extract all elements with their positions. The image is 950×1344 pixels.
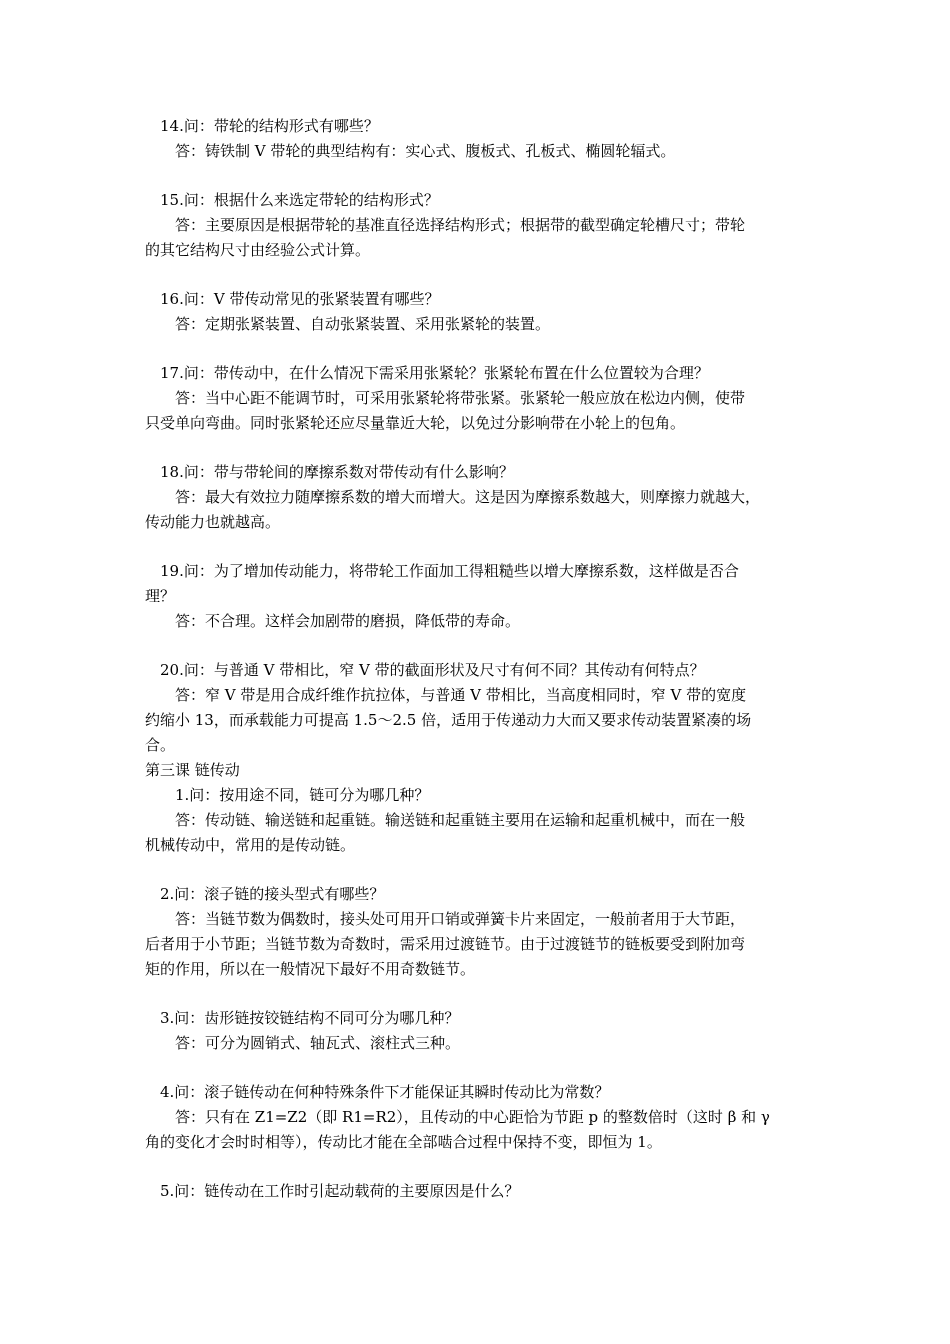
question-17: 17.问：带传动中，在什么情况下需采用张紧轮？张紧轮布置在什么位置较为合理？ xyxy=(160,364,709,382)
answer-line: 答：主要原因是根据带轮的基准直径选择结构形式；根据带的截型确定轮槽尺寸；带轮 xyxy=(175,216,746,234)
chain-answer-3 xyxy=(145,1031,810,1056)
chain-qa-item-1 xyxy=(145,783,810,858)
qa-item-18 xyxy=(145,460,810,535)
answer-line: 机械传动中，常用的是传动链。 xyxy=(145,836,356,854)
chain-question-2: 2.问：滚子链的接头型式有哪些？ xyxy=(160,885,385,903)
answer-line: 答：铸铁制 V 带轮的典型结构有：实心式、腹板式、孔板式、椭圆轮辐式。 xyxy=(175,142,676,160)
qa-item-20 xyxy=(145,658,810,758)
answer-line: 约缩小 13，而承载能力可提高 1.5～2.5 倍，适用于传递动力大而又要求传动装置紧凑的场 xyxy=(145,711,752,729)
chain-qa-item-2 xyxy=(145,882,810,982)
document-content xyxy=(145,114,810,1228)
qa-item-19 xyxy=(145,559,810,634)
question-19 xyxy=(145,559,810,609)
question-15: 15.问：根据什么来选定带轮的结构形式？ xyxy=(160,191,439,209)
answer-17 xyxy=(145,386,810,436)
answer-16 xyxy=(145,312,810,337)
chain-question-5: 5.问：链传动在工作时引起动载荷的主要原因是什么？ xyxy=(160,1182,520,1200)
section-title: 第三课 链传动 xyxy=(145,761,240,779)
answer-19 xyxy=(145,609,810,634)
question-18: 18.问：带与带轮间的摩擦系数对带传动有什么影响？ xyxy=(160,463,514,481)
answer-line: 传动能力也就越高。 xyxy=(145,513,281,531)
answer-line: 答：当中心距不能调节时，可采用张紧轮将带张紧。张紧轮一般应放在松边内侧，使带 xyxy=(175,389,746,407)
chain-question-1: 1.问：按用途不同，链可分为哪几种？ xyxy=(175,786,430,804)
answer-line: 答：定期张紧装置、自动张紧装置、采用张紧轮的装置。 xyxy=(175,315,551,333)
answer-line: 的其它结构尺寸由经验公式计算。 xyxy=(145,241,371,259)
answer-line: 答：可分为圆销式、轴瓦式、滚柱式三种。 xyxy=(175,1034,461,1052)
chain-answer-2 xyxy=(145,907,810,982)
chain-answer-1 xyxy=(145,808,810,858)
answer-line: 合。 xyxy=(145,736,176,754)
answer-line: 只受单向弯曲。同时张紧轮还应尽量靠近大轮，以免过分影响带在小轮上的包角。 xyxy=(145,414,686,432)
chain-qa-item-4 xyxy=(145,1080,810,1155)
answer-line: 答：最大有效拉力随摩擦系数的增大而增大。这是因为摩擦系数越大，则摩擦力就越大， xyxy=(175,488,761,506)
chain-question-3: 3.问：齿形链按铰链结构不同可分为哪几种？ xyxy=(160,1009,460,1027)
chain-qa-item-3 xyxy=(145,1006,810,1056)
chain-qa-item-5 xyxy=(145,1179,810,1204)
question-line: 19.问：为了增加传动能力，将带轮工作面加工得粗糙些以增大摩擦系数，这样做是否合 xyxy=(160,562,739,580)
question-14: 14.问：带轮的结构形式有哪些？ xyxy=(160,117,379,135)
answer-line: 答：窄 V 带是用合成纤维作抗拉体，与普通 V 带相比，当高度相同时，窄 V 带的宽度 xyxy=(175,686,747,704)
question-20: 20.问：与普通 V 带相比，窄 V 带的截面形状及尺寸有何不同？其传动有何特点？ xyxy=(160,661,705,679)
answer-line: 答：只有在 Z1=Z2（即 R1=R2），且传动的中心距恰为节距 p 的整数倍时（这时 β 和 γ xyxy=(175,1108,770,1126)
answer-15 xyxy=(145,213,810,263)
qa-item-14 xyxy=(145,114,810,164)
chain-answer-4 xyxy=(145,1105,810,1155)
answer-line: 后者用于小节距；当链节数为奇数时，需采用过渡链节。由于过渡链节的链板要受到附加弯 xyxy=(145,935,746,953)
answer-20 xyxy=(145,683,810,758)
answer-line: 答：传动链、输送链和起重链。输送链和起重链主要用在运输和起重机械中，而在一般 xyxy=(175,811,746,829)
qa-item-17 xyxy=(145,361,810,436)
answer-14 xyxy=(145,139,810,164)
question-16: 16.问：V 带传动常见的张紧装置有哪些？ xyxy=(160,290,440,308)
qa-item-15 xyxy=(145,188,810,263)
answer-line: 答：当链节数为偶数时，接头处可用开口销或弹簧卡片来固定，一般前者用于大节距， xyxy=(175,910,746,928)
answer-line: 答：不合理。这样会加剧带的磨损，降低带的寿命。 xyxy=(175,612,521,630)
question-line: 理？ xyxy=(145,587,176,605)
answer-line: 矩的作用，所以在一般情况下最好不用奇数链节。 xyxy=(145,960,476,978)
answer-18 xyxy=(145,485,810,535)
qa-item-16 xyxy=(145,287,810,337)
chain-question-4: 4.问：滚子链传动在何种特殊条件下才能保证其瞬时传动比为常数？ xyxy=(160,1083,610,1101)
answer-line: 角的变化才会时时相等），传动比才能在全部啮合过程中保持不变，即恒为 1。 xyxy=(145,1133,662,1151)
